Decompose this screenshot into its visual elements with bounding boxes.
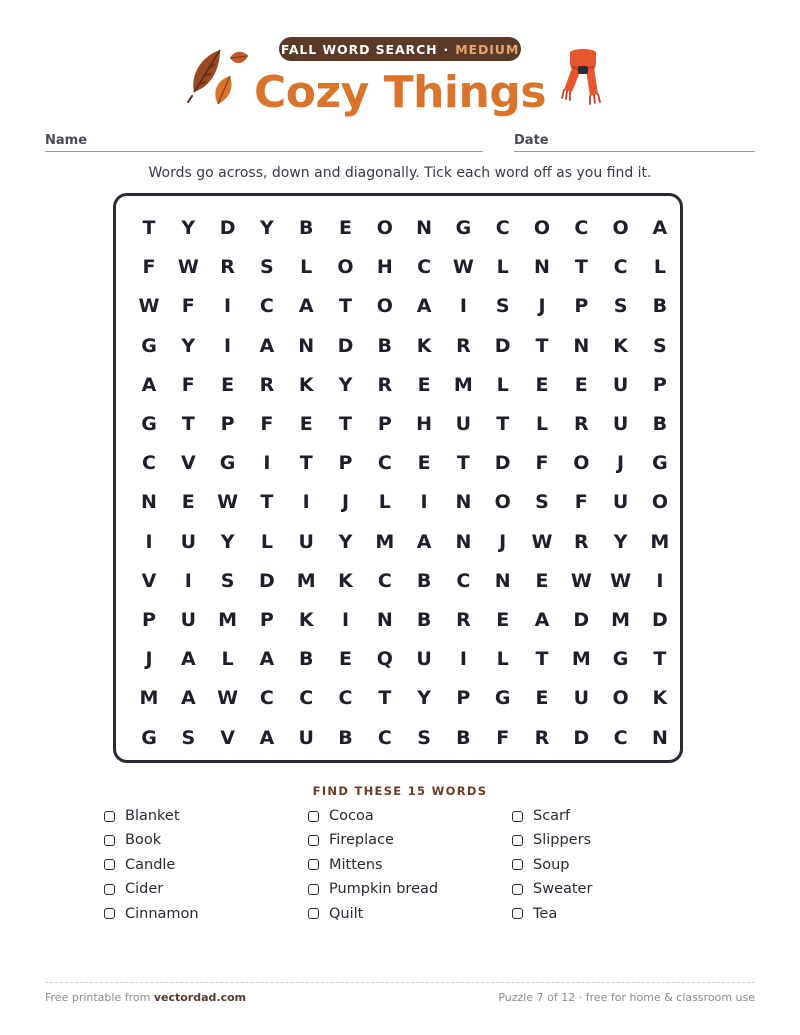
badge-category: FALL WORD SEARCH — [280, 41, 438, 57]
grid-cell[interactable]: T — [653, 648, 667, 671]
grid-cell[interactable]: N — [141, 491, 157, 514]
word-checkbox[interactable] — [104, 908, 115, 919]
word-checkbox[interactable] — [512, 811, 523, 822]
grid-cell[interactable]: F — [181, 373, 195, 396]
grid-cell[interactable]: L — [496, 256, 509, 279]
grid-cell[interactable]: E — [299, 413, 313, 435]
grid-cell[interactable]: U — [612, 491, 629, 514]
date-field[interactable] — [514, 151, 755, 152]
word-checkbox[interactable] — [308, 908, 319, 919]
grid-cell[interactable]: T — [574, 256, 588, 279]
grid-cell[interactable]: W — [452, 256, 474, 279]
grid-cell[interactable]: A — [259, 334, 275, 357]
word-list-item — [512, 855, 569, 875]
grid-cell[interactable]: F — [574, 491, 588, 514]
grid-cell[interactable]: J — [538, 295, 546, 318]
grid-cell[interactable]: P — [377, 413, 392, 435]
grid-cell[interactable]: D — [259, 569, 275, 592]
grid-cell[interactable]: M — [296, 569, 316, 592]
grid-cell[interactable]: U — [180, 609, 197, 631]
word-list-item — [104, 904, 199, 924]
grid-cell[interactable]: A — [141, 373, 157, 396]
grid-cell[interactable]: Y — [260, 217, 274, 239]
grid-cell[interactable]: I — [420, 491, 428, 514]
grid-cell[interactable]: S — [220, 569, 235, 592]
name-label: Name — [45, 133, 88, 148]
grid-cell[interactable]: O — [337, 256, 354, 279]
grid-cell[interactable]: N — [494, 569, 511, 592]
grid-cell[interactable]: A — [259, 726, 275, 749]
word-label: Scarf — [533, 808, 571, 824]
word-label: Pumpkin bread — [329, 881, 439, 898]
grid-cell[interactable]: W — [138, 295, 160, 318]
date-label: Date — [514, 133, 549, 148]
grid-cell[interactable]: L — [221, 648, 234, 671]
grid-cell[interactable]: T — [299, 452, 313, 475]
grid-cell[interactable]: C — [377, 569, 392, 592]
word-list-item — [512, 879, 592, 899]
grid-cell[interactable]: U — [298, 726, 314, 749]
grid-cell[interactable]: B — [338, 726, 353, 749]
word-label: Soup — [533, 856, 570, 873]
grid-cell[interactable]: O — [376, 217, 393, 239]
grid-cell[interactable]: C — [495, 217, 510, 239]
grid-cell[interactable]: D — [573, 726, 590, 749]
grid-cell[interactable]: P — [338, 452, 353, 475]
word-checkbox[interactable] — [308, 859, 319, 870]
word-label: Slippers — [533, 832, 592, 849]
grid-cell[interactable]: B — [298, 648, 314, 671]
word-list-item — [104, 830, 161, 850]
grid-cell[interactable]: Y — [181, 217, 196, 239]
grid-cell[interactable]: J — [617, 452, 625, 475]
grid-cell[interactable]: D — [337, 334, 354, 357]
grid-cell[interactable]: N — [416, 217, 433, 239]
grid-cell[interactable]: M — [571, 648, 591, 671]
word-checkbox[interactable] — [104, 859, 115, 870]
grid-cell[interactable]: U — [455, 413, 472, 435]
grid-cell[interactable]: B — [456, 726, 471, 749]
word-label: Quilt — [329, 905, 364, 922]
word-checkbox[interactable] — [512, 908, 523, 919]
word-label: Sweater — [533, 881, 593, 898]
grid-cell[interactable]: S — [495, 295, 510, 318]
grid-cell[interactable]: P — [220, 413, 235, 435]
grid-cell[interactable]: C — [142, 452, 156, 475]
grid-cell[interactable]: A — [298, 295, 314, 318]
grid-cell[interactable]: I — [184, 569, 192, 592]
grid-cell[interactable]: G — [612, 648, 629, 671]
puzzle-badge — [279, 37, 521, 61]
grid-cell[interactable]: S — [535, 491, 549, 514]
word-checkbox[interactable] — [104, 835, 115, 846]
grid-cell[interactable]: L — [535, 413, 549, 435]
grid-cell[interactable]: Y — [338, 373, 353, 396]
word-list-item — [308, 806, 374, 826]
grid-cell[interactable]: C — [259, 687, 274, 710]
grid-cell[interactable]: E — [535, 569, 549, 592]
word-label: Fireplace — [329, 832, 394, 849]
grid-cell[interactable]: J — [341, 491, 350, 514]
word-list-item — [104, 806, 180, 826]
grid-cell[interactable]: N — [376, 609, 393, 631]
grid-cell[interactable]: G — [455, 217, 472, 239]
grid-cell[interactable]: M — [218, 609, 238, 631]
word-checkbox[interactable] — [308, 811, 319, 822]
grid-cell[interactable]: B — [652, 413, 668, 435]
word-list-title: FIND THESE 15 WORDS — [312, 784, 488, 798]
word-label: Candle — [125, 856, 176, 873]
grid-cell[interactable]: I — [459, 648, 467, 671]
grid-cell[interactable]: A — [416, 530, 432, 553]
instructions: Words go across, down and diagonally. Tick each word off as you find it. — [148, 165, 652, 181]
grid-cell[interactable]: T — [339, 295, 352, 318]
footer-site-link[interactable]: vectordad.com — [153, 991, 247, 1004]
word-list-item — [308, 830, 394, 850]
page-title: Cozy Things — [253, 67, 547, 118]
word-label: Cocoa — [329, 808, 374, 824]
word-checkbox[interactable] — [512, 859, 523, 870]
grid-cell[interactable]: G — [141, 726, 157, 749]
word-list-item — [308, 855, 383, 875]
grid-cell[interactable]: M — [650, 530, 670, 553]
grid-cell[interactable]: R — [573, 413, 589, 435]
grid-cell[interactable]: O — [494, 491, 511, 514]
grid-cell[interactable]: R — [377, 373, 393, 396]
grid-cell[interactable]: E — [221, 373, 235, 396]
grid-cell[interactable]: T — [260, 491, 274, 514]
grid-cell[interactable]: E — [417, 373, 431, 396]
word-label: Blanket — [125, 808, 180, 824]
grid-cell[interactable]: J — [499, 530, 507, 553]
word-list-item — [104, 879, 163, 899]
grid-cell[interactable]: M — [453, 373, 473, 396]
grid-cell[interactable]: B — [416, 569, 432, 592]
grid-cell[interactable]: W — [177, 256, 199, 279]
grid-cell[interactable]: R — [456, 609, 471, 631]
grid-cell[interactable]: Y — [613, 530, 628, 553]
grid-cell[interactable]: E — [535, 373, 549, 396]
word-list-item — [512, 806, 570, 826]
badge-level: MEDIUM — [455, 41, 520, 57]
footer-puzzle-info: Puzzle 7 of 12 · free for home & classroom use — [498, 991, 755, 1004]
grid-cell[interactable]: C — [377, 452, 392, 475]
grid-cell[interactable]: T — [496, 413, 510, 435]
grid-cell[interactable]: H — [416, 413, 433, 435]
grid-cell[interactable]: A — [180, 687, 196, 710]
grid-cell[interactable]: G — [141, 413, 157, 435]
grid-cell[interactable]: L — [260, 530, 273, 553]
grid-cell[interactable]: Y — [417, 687, 431, 710]
grid-cell[interactable]: K — [613, 334, 628, 357]
grid-cell[interactable]: T — [456, 452, 470, 475]
grid-cell[interactable]: C — [417, 256, 432, 279]
grid-cell[interactable]: E — [339, 648, 352, 671]
grid-cell[interactable]: Y — [338, 530, 353, 553]
grid-cell[interactable]: P — [456, 687, 471, 710]
grid-cell[interactable]: O — [376, 295, 393, 318]
grid-cell[interactable]: K — [298, 609, 314, 631]
grid-cell[interactable]: R — [456, 334, 471, 357]
word-label: Book — [125, 832, 162, 849]
word-checkbox[interactable] — [308, 835, 319, 846]
grid-cell[interactable]: L — [496, 648, 509, 671]
badge-separator: · — [443, 41, 450, 57]
grid-cell[interactable]: C — [299, 687, 314, 710]
grid-cell[interactable]: V — [180, 452, 196, 475]
grid-cell[interactable]: C — [377, 726, 392, 749]
word-label: Cider — [125, 881, 164, 898]
grid-cell[interactable]: P — [652, 373, 667, 396]
grid-cell[interactable]: M — [375, 530, 395, 553]
word-label: Mittens — [329, 856, 383, 873]
grid-cell[interactable]: V — [220, 726, 235, 749]
word-checkbox[interactable] — [512, 835, 523, 846]
grid-cell[interactable]: S — [181, 726, 196, 749]
grid-cell[interactable]: S — [417, 726, 431, 749]
grid-cell[interactable]: P — [259, 609, 274, 631]
grid-cell[interactable]: U — [180, 530, 197, 553]
grid-cell[interactable]: I — [263, 452, 271, 475]
scarf-icon — [560, 46, 606, 108]
grid-cell[interactable]: M — [611, 609, 631, 631]
grid-cell[interactable]: D — [494, 334, 511, 357]
word-list-item — [104, 855, 175, 875]
grid-cell[interactable]: A — [416, 295, 432, 318]
word-list-item — [512, 904, 557, 924]
grid-cell[interactable]: L — [653, 256, 666, 279]
grid-cell[interactable]: G — [494, 687, 511, 710]
grid-cell[interactable]: O — [612, 217, 629, 239]
grid-cell[interactable]: N — [455, 491, 472, 514]
grid-cell[interactable]: T — [339, 413, 352, 435]
grid-cell[interactable]: N — [573, 334, 590, 357]
grid-cell[interactable]: A — [652, 217, 668, 239]
grid-cell[interactable]: P — [574, 295, 589, 318]
grid-cell[interactable]: C — [613, 726, 628, 749]
grid-cell[interactable]: B — [377, 334, 393, 357]
grid-cell[interactable]: W — [217, 687, 239, 710]
grid-cell[interactable]: E — [181, 491, 195, 514]
grid-cell[interactable]: U — [298, 530, 314, 553]
grid-cell[interactable]: S — [653, 334, 667, 357]
grid-cell[interactable]: N — [651, 726, 668, 749]
grid-cell[interactable]: O — [612, 687, 629, 710]
word-list-item — [308, 904, 363, 924]
word-checkbox[interactable] — [104, 811, 115, 822]
grid-cell[interactable]: Y — [181, 334, 196, 357]
grid-cell[interactable]: N — [298, 334, 315, 357]
grid-cell[interactable]: L — [496, 373, 509, 396]
grid-cell[interactable]: S — [260, 256, 274, 279]
grid-cell[interactable]: T — [142, 217, 156, 239]
grid-cell[interactable]: R — [259, 373, 275, 396]
grid-cell[interactable]: U — [416, 648, 432, 671]
grid-cell[interactable]: R — [534, 726, 550, 749]
grid-cell[interactable]: W — [570, 569, 592, 592]
grid-cell[interactable]: E — [339, 217, 352, 239]
grid-cell[interactable]: B — [298, 217, 314, 239]
grid-cell[interactable]: G — [141, 334, 157, 357]
grid-cell[interactable]: K — [338, 569, 353, 592]
grid-cell[interactable]: I — [656, 569, 664, 592]
grid-cell[interactable]: I — [341, 609, 350, 631]
grid-cell[interactable]: N — [455, 530, 472, 553]
grid-cell[interactable]: F — [142, 256, 156, 279]
grid-cell[interactable]: W — [531, 530, 553, 553]
grid-cell[interactable]: Y — [220, 530, 235, 553]
grid-cell[interactable]: T — [378, 687, 392, 710]
grid-cell[interactable]: O — [573, 452, 590, 475]
grid-cell[interactable]: W — [217, 491, 239, 514]
grid-cell[interactable]: K — [652, 687, 668, 710]
grid-cell[interactable]: K — [298, 373, 314, 396]
grid-cell[interactable]: V — [141, 569, 157, 592]
grid-cell[interactable]: U — [573, 687, 590, 710]
grid-cell[interactable]: F — [535, 452, 549, 475]
grid-cell[interactable]: O — [533, 217, 551, 239]
grid-cell[interactable]: C — [574, 217, 589, 239]
footer-credit-prefix: Free printable from — [45, 991, 154, 1004]
grid-cell[interactable]: F — [260, 413, 274, 435]
grid-cell[interactable]: J — [145, 648, 153, 671]
grid-cell[interactable]: D — [652, 609, 668, 631]
footer-credit — [45, 991, 246, 1004]
grid-cell[interactable]: U — [612, 373, 629, 396]
grid-cell[interactable]: D — [573, 609, 590, 631]
grid-cell[interactable]: S — [613, 295, 628, 318]
word-list-item — [308, 879, 438, 899]
grid-cell[interactable]: Q — [376, 648, 393, 671]
grid-cell[interactable]: P — [142, 609, 156, 631]
word-checkbox[interactable] — [308, 884, 319, 895]
grid-cell[interactable]: C — [456, 569, 471, 592]
grid-cell[interactable]: N — [534, 256, 550, 279]
word-label: Tea — [533, 905, 558, 922]
grid-cell[interactable]: E — [417, 452, 431, 475]
name-field[interactable] — [45, 151, 483, 152]
grid-cell[interactable]: G — [652, 452, 668, 475]
grid-cell[interactable]: I — [224, 295, 232, 318]
grid-cell[interactable]: A — [259, 648, 275, 671]
grid-cell[interactable]: R — [220, 256, 235, 279]
grid-cell[interactable]: D — [494, 452, 511, 475]
grid-cell[interactable]: A — [534, 609, 550, 631]
grid-cell[interactable]: F — [496, 726, 510, 749]
grid-cell[interactable]: I — [459, 295, 467, 318]
grid-cell[interactable]: U — [612, 413, 629, 435]
grid-cell[interactable]: L — [378, 491, 391, 514]
grid-cell[interactable]: E — [535, 687, 549, 710]
grid-cell[interactable]: C — [613, 256, 628, 279]
word-list-item — [512, 830, 591, 850]
grid-cell[interactable]: F — [181, 295, 195, 318]
grid-cell[interactable]: M — [139, 687, 159, 710]
grid-cell[interactable]: E — [574, 373, 588, 396]
grid-cell[interactable]: T — [535, 648, 549, 671]
footer-divider — [45, 982, 755, 983]
grid-cell[interactable]: R — [573, 530, 589, 553]
grid-cell[interactable]: D — [219, 217, 236, 239]
grid-cell[interactable]: H — [376, 256, 393, 279]
word-label: Cinnamon — [125, 905, 199, 922]
word-checkbox[interactable] — [104, 884, 115, 895]
grid-cell[interactable]: G — [219, 452, 236, 475]
letter-grid — [113, 193, 683, 763]
grid-cell[interactable]: E — [496, 609, 510, 631]
grid-cell[interactable]: A — [180, 648, 196, 671]
grid-cell[interactable]: K — [416, 334, 432, 357]
grid-cell[interactable]: I — [302, 491, 310, 514]
grid-cell[interactable]: L — [300, 256, 313, 279]
grid-cell[interactable]: W — [610, 569, 632, 592]
grid-cell[interactable]: I — [224, 334, 232, 357]
grid-cell[interactable]: C — [338, 687, 353, 710]
grid-cell[interactable]: C — [259, 295, 274, 318]
grid-cell[interactable]: B — [416, 609, 432, 631]
grid-cell[interactable]: T — [181, 413, 195, 435]
grid-cell[interactable]: I — [145, 530, 153, 553]
word-checkbox[interactable] — [512, 884, 523, 895]
grid-cell[interactable]: B — [652, 295, 668, 318]
grid-cell[interactable]: O — [651, 491, 668, 514]
grid-cell[interactable]: T — [535, 334, 549, 357]
